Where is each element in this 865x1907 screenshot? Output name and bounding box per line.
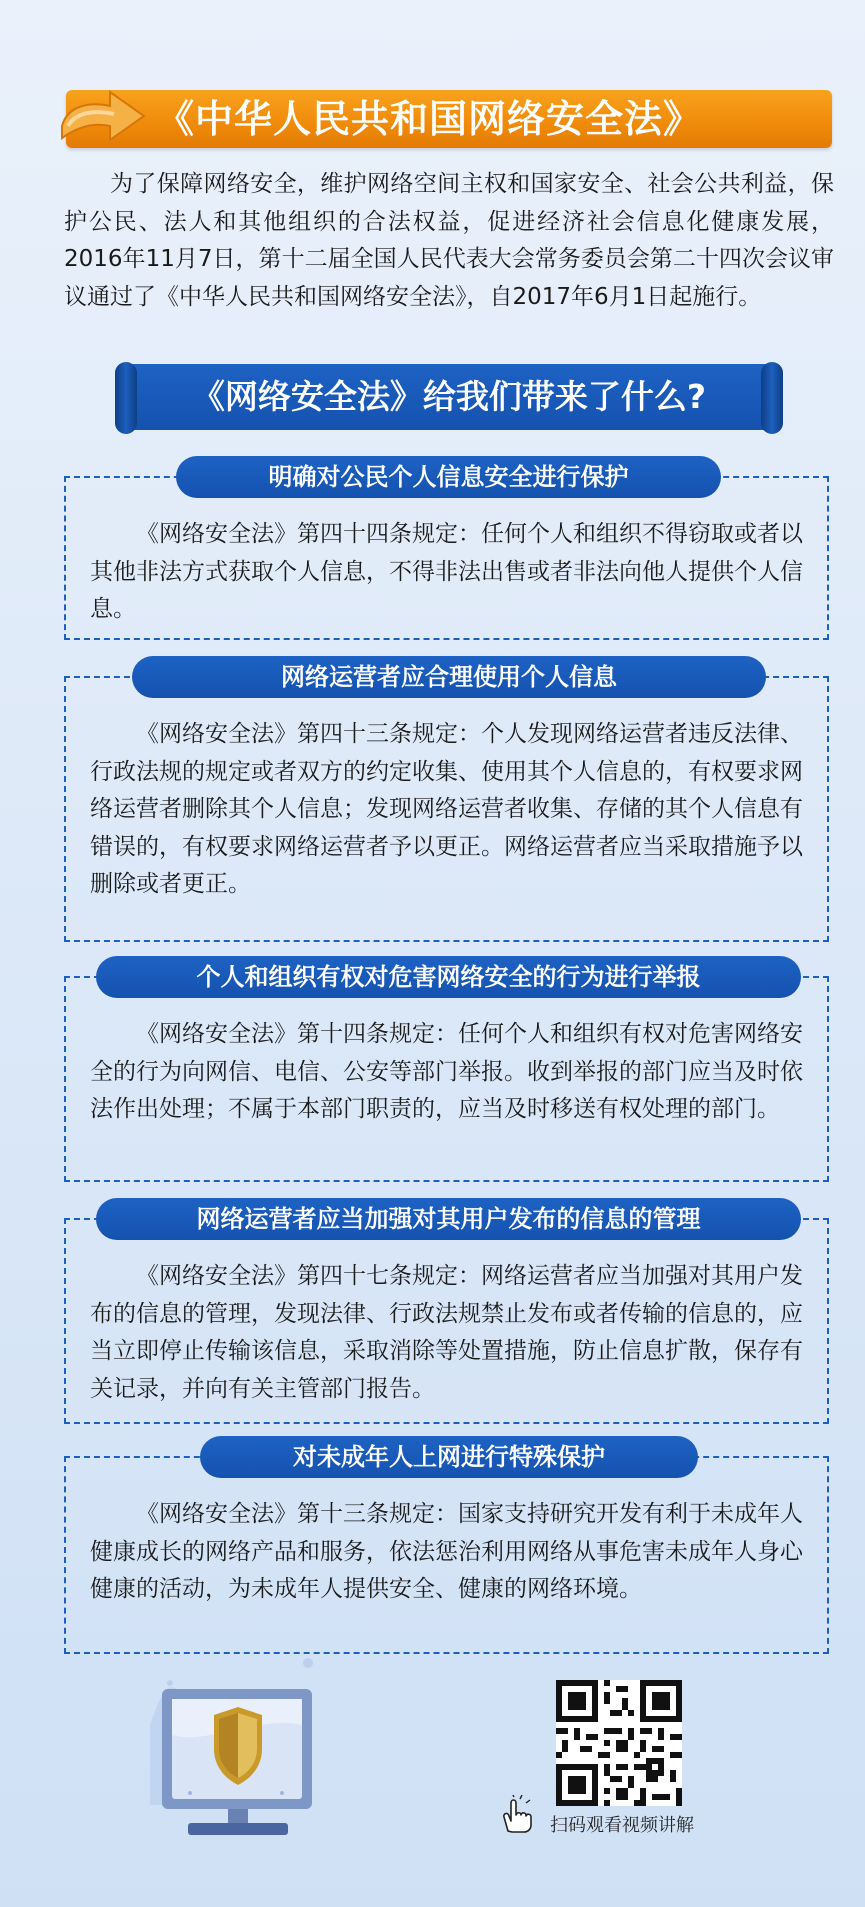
section-report-rights xyxy=(64,963,829,1182)
pointing-hand-icon xyxy=(500,1795,548,1835)
scan-label: 扫码观看视频讲解 xyxy=(550,1815,694,1836)
section-body: 《网络安全法》第十三条规定：国家支持研究开发有利于未成年人健康成长的网络产品和服务，依法惩治利用网络从事危害未成年人身心健康的活动，为未成年人提供安全、健康的网络环境。 xyxy=(90,1501,803,1602)
section-title: 对未成年人上网进行特殊保护 xyxy=(200,1436,698,1478)
title-banner xyxy=(66,90,832,148)
section-title: 网络运营者应当加强对其用户发布的信息的管理 xyxy=(96,1198,801,1240)
monitor-shield-icon xyxy=(150,1655,330,1840)
section-title: 网络运营者应合理使用个人信息 xyxy=(132,656,766,698)
scroll-heading: 《网络安全法》给我们带来了什么? xyxy=(191,377,707,416)
section-body: 《网络安全法》第四十三条规定：个人发现网络运营者违反法律、行政法规的规定或者双方的约定收集、使用其个人信息的，有权要求网络运营者删除其个人信息；发现网络运营者收集、存储的其个人信息有错误的，有权要求网络运营者予以更正。网络运营者应当采取措施予以删除或者更正。 xyxy=(90,721,803,897)
qr-code[interactable] xyxy=(556,1680,682,1806)
section-reasonable-use xyxy=(64,663,829,942)
scan-row xyxy=(500,1795,730,1835)
scroll-banner xyxy=(115,364,783,436)
section-personal-info-protection xyxy=(64,463,829,640)
section-body: 《网络安全法》第四十四条规定：任何个人和组织不得窃取或者以其他非法方式获取个人信息，不得非法出售或者非法向他人提供个人信息。 xyxy=(90,521,803,622)
section-body: 《网络安全法》第十四条规定：任何个人和组织有权对危害网络安全的行为向网信、电信、公安等部门举报。收到举报的部门应当及时依法作出处理；不属于本部门职责的，应当及时移送有权处理的部门。 xyxy=(90,1021,803,1122)
section-title: 个人和组织有权对危害网络安全的行为进行举报 xyxy=(96,956,801,998)
section-minor-protection xyxy=(64,1443,829,1654)
arrow-icon xyxy=(58,76,148,156)
section-body: 《网络安全法》第四十七条规定：网络运营者应当加强对其用户发布的信息的管理，发现法律、行政法规禁止发布或者传输的信息的，应当立即停止传输该信息，采取消除等处置措施，防止信息扩散，保存有关记录，并向有关主管部门报告。 xyxy=(90,1263,803,1402)
section-user-content-management xyxy=(64,1205,829,1424)
section-title: 明确对公民个人信息安全进行保护 xyxy=(176,456,721,498)
page-title: 《中华人民共和国网络安全法》 xyxy=(156,97,703,141)
intro-paragraph: 为了保障网络安全，维护网络空间主权和国家安全、社会公共利益，保护公民、法人和其他组织的合法权益，促进经济社会信息化健康发展，2016年11月7日，第十二届全国人民代表大会常务委员会第二十四次会议审议通过了《中华人民共和国网络安全法》，自2017年6月1日起施行。 xyxy=(64,171,834,310)
